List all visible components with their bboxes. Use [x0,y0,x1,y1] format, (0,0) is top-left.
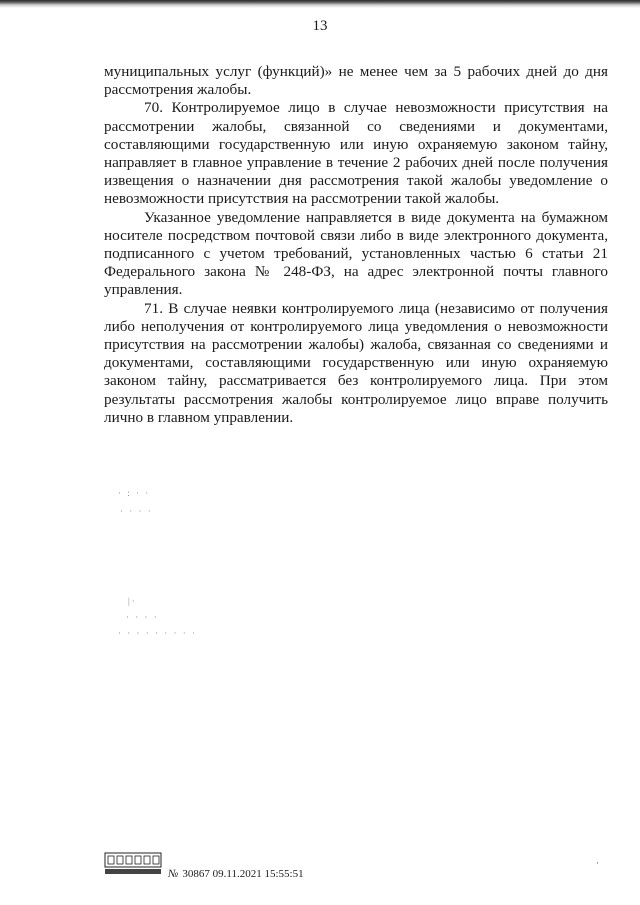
document-footer [104,852,404,886]
paragraph-70: 70. Контролируемое лицо в случае невозможности присутствия на рассмотрении жалобы, связанной со сведениями и документами, составляющими государственную или иную охраняемую законом тайну, направляет в главное управление в течение 2 рабочих дней после получения извещения о назначении дня рассмотрения такой жалобы уведомление о невозможности присутствия на рассмотрении такой жалобы. [104,99,608,208]
page-number: 13 [312,18,328,34]
registry-stamp-icon [104,852,162,876]
scan-noise: · · · · [126,612,159,622]
paragraph-notice: Указанное уведомление направляется в виде документа на бумажном носителе посредством почтовой связи либо в виде электронного документа, подписанного с учетом требований, установленных частью 6 статьи 21 Федерального закона № 248-ФЗ, на адрес электронной почты главного управления. [104,208,608,299]
registration-stamp [168,868,304,880]
scan-noise: · : · · [118,488,151,498]
paragraph-71: 71. В случае неявки контролируемого лица (независимо от получения либо неполучения от контролируемого лица уведомления о невозможности присутствия на рассмотрении жалобы) жалоба, связанная со сведениями и документами, составляющими государственную или иную охраняемую законом тайну, рассматривается без контролируемого лица. При этом результаты рассмотрения жалобы контролируемое лицо вправе получить лично в главном управлении. [104,299,608,426]
stamp-datetime: 30867 09.11.2021 15:55:51 [182,868,304,880]
paragraph-continuation: муниципальных услуг (функций)» не менее чем за 5 рабочих дней до дня рассмотрения жалобы. [104,63,608,99]
stamp-number-sign: № [168,868,179,880]
scan-noise: · · · · [120,506,153,516]
scan-top-edge [0,0,640,8]
scan-noise: |· [128,596,137,606]
document-body [104,63,608,427]
scan-noise: · · · · · · · · · [118,628,197,638]
scan-noise: · [596,858,599,868]
